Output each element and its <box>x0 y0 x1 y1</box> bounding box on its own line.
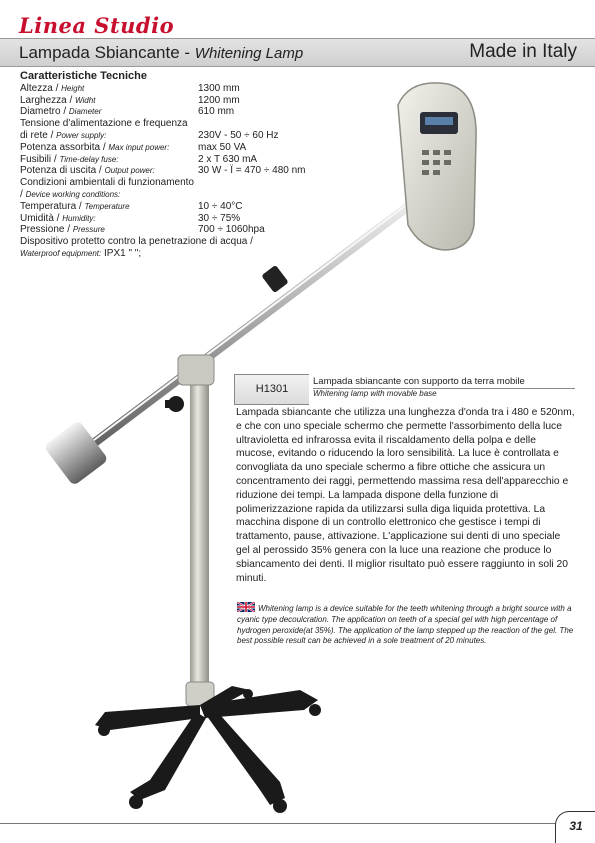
product-subtitle: Whitening lamp with movable base <box>313 389 437 398</box>
spec-label-italian: / <box>20 188 26 200</box>
spec-label <box>20 118 198 130</box>
spec-label-italian: Larghezza / <box>20 94 76 106</box>
spec-row <box>20 213 320 225</box>
title-italian: Lampada Sbiancante - <box>19 43 195 62</box>
spec-value: 30 W - Ï = 470 ÷ 480 nm <box>198 165 306 177</box>
spec-value: 610 mm <box>198 106 235 118</box>
description-english: Whitening lamp is a device suitable for the teeth whitening through a bright source with a cyanic type decoulcration. The application on teeth of a special gel with high percentage of hydrogen peroxide(at 35%). The application of the lamp stepped up the reaction of the gel. The best possible result can be achieved in a sole treatment of 20 minutes. <box>237 604 574 646</box>
waterproof-italian: Dispositivo protetto contro la penetrazione di acqua / <box>20 236 253 248</box>
spec-label-italian: di rete / <box>20 129 57 141</box>
waterproof-row <box>20 236 320 260</box>
wheel-base <box>95 682 321 813</box>
spec-value <box>198 189 320 201</box>
spec-value: max 50 VA <box>198 141 247 153</box>
spec-label-english: Humidity: <box>62 213 96 223</box>
spec-row <box>20 118 320 130</box>
spec-row <box>20 154 320 166</box>
spec-row <box>20 130 320 142</box>
spec-row <box>20 83 320 95</box>
spec-value <box>198 177 320 189</box>
counterweight <box>43 420 108 486</box>
spec-label <box>20 95 198 107</box>
product-title: Lampada sbiancante con supporto da terra mobile <box>313 376 575 389</box>
made-in-label: Made in Italy <box>469 41 577 62</box>
spec-label-italian: Fusibili / <box>20 153 60 165</box>
spec-label-english: Output power: <box>104 166 155 176</box>
uk-flag-icon <box>237 602 255 612</box>
spec-label-english: Widht <box>75 95 96 105</box>
spec-label <box>20 224 198 236</box>
spec-label-english: Diameter <box>68 107 102 117</box>
product-code: H1301 <box>234 374 309 405</box>
spec-value: 230V - 50 ÷ 60 Hz <box>198 129 279 141</box>
spec-label-english: Temperature <box>84 201 130 211</box>
spec-row <box>20 177 320 189</box>
spec-value: 1200 mm <box>198 94 240 106</box>
spec-label-italian: Condizioni ambientali di funzionamento <box>20 177 194 189</box>
spec-label-italian: Diametro / <box>20 106 69 118</box>
spec-row <box>20 106 320 118</box>
spec-label-italian: Tensione d'alimentazione e frequenza <box>20 118 188 130</box>
spec-label-italian: Umidità / <box>20 212 63 224</box>
specs-heading: Caratteristiche Tecniche <box>20 70 147 82</box>
specs-table <box>20 83 320 236</box>
spec-label-english: Height <box>61 83 85 93</box>
lamp-pole <box>190 375 209 695</box>
spec-label-italian: Potenza assorbita / <box>20 141 109 153</box>
spec-label-italian: Potenza di uscita / <box>20 165 105 177</box>
spec-row <box>20 142 320 154</box>
waterproof-english: Waterproof equipment: <box>20 248 102 258</box>
title-english: Whitening Lamp <box>194 45 304 62</box>
spec-label <box>20 201 198 213</box>
page-number: 31 <box>555 811 595 843</box>
pole-clamp <box>178 355 214 385</box>
spec-label-italian: Pressione / <box>20 224 73 236</box>
spec-value: 10 ÷ 40°C <box>198 200 243 212</box>
spec-label-english: Time-delay fuse: <box>59 154 119 164</box>
lamp-head <box>398 83 476 250</box>
spec-label <box>20 83 198 95</box>
spec-label-english: Pressure <box>72 225 105 235</box>
spec-label-english: Max input power: <box>108 142 170 152</box>
spec-value: 30 ÷ 75% <box>198 212 241 224</box>
spec-row <box>20 189 320 201</box>
spec-value: 700 ÷ 1060hpa <box>198 224 265 236</box>
description-english-block <box>237 602 577 647</box>
spec-label-italian: Temperatura / <box>20 200 85 212</box>
waterproof-value: IPX1 " "; <box>101 247 142 259</box>
spec-label-english: Device working conditions: <box>25 189 121 199</box>
spec-row <box>20 95 320 107</box>
spec-label <box>20 154 198 166</box>
spec-row <box>20 224 320 236</box>
footer-line <box>0 823 555 824</box>
spec-label <box>20 213 198 225</box>
spec-value: 2 x T 630 mA <box>198 153 258 165</box>
spec-label <box>20 142 198 154</box>
spec-label <box>20 106 198 118</box>
spec-label <box>20 130 198 142</box>
spec-label <box>20 177 198 189</box>
spec-label-english: Power supply: <box>56 130 107 140</box>
brand-logo: Linea Studio <box>19 13 175 38</box>
spec-row <box>20 201 320 213</box>
spec-value: 1300 mm <box>198 82 240 94</box>
spec-label-italian: Altezza / <box>20 82 62 94</box>
spec-value <box>198 118 320 130</box>
arm-grip <box>261 265 289 293</box>
spec-label <box>20 189 198 201</box>
spec-row <box>20 165 320 177</box>
tech-specs <box>20 71 320 260</box>
spec-label <box>20 165 198 177</box>
description-italian: Lampada sbiancante che utilizza una lunghezza d'onda tra i 480 e 520nm, e che con uno speciale schermo che permette l'assorbimento della luce ultravioletta ed infrarossa evita il riscaldamento della polpa e delle mucose, evitando o riducendo la loro sensibilità. La luce è controllata e convogliata da uno speciale schermo a fibre ottiche che assicura un concentramento dei raggi, permettendo massima resa dell'apparecchio e riduzione dei tempi. La lampada dispone della funzione di polimerizzazione rapida da utilizzarsi sulla diga liquida protettiva. La macchina dispone di un controllo elettronico che gestisce i tempi di trattamento, pause, attivazione. L'applicazione sui denti di uno speciale gel al perossido 35% genera con la luce una reazione che produce lo sbiancamento dei denti. Il miglior risultato può essere raggiunto in soli 20 minuti. <box>236 407 575 584</box>
